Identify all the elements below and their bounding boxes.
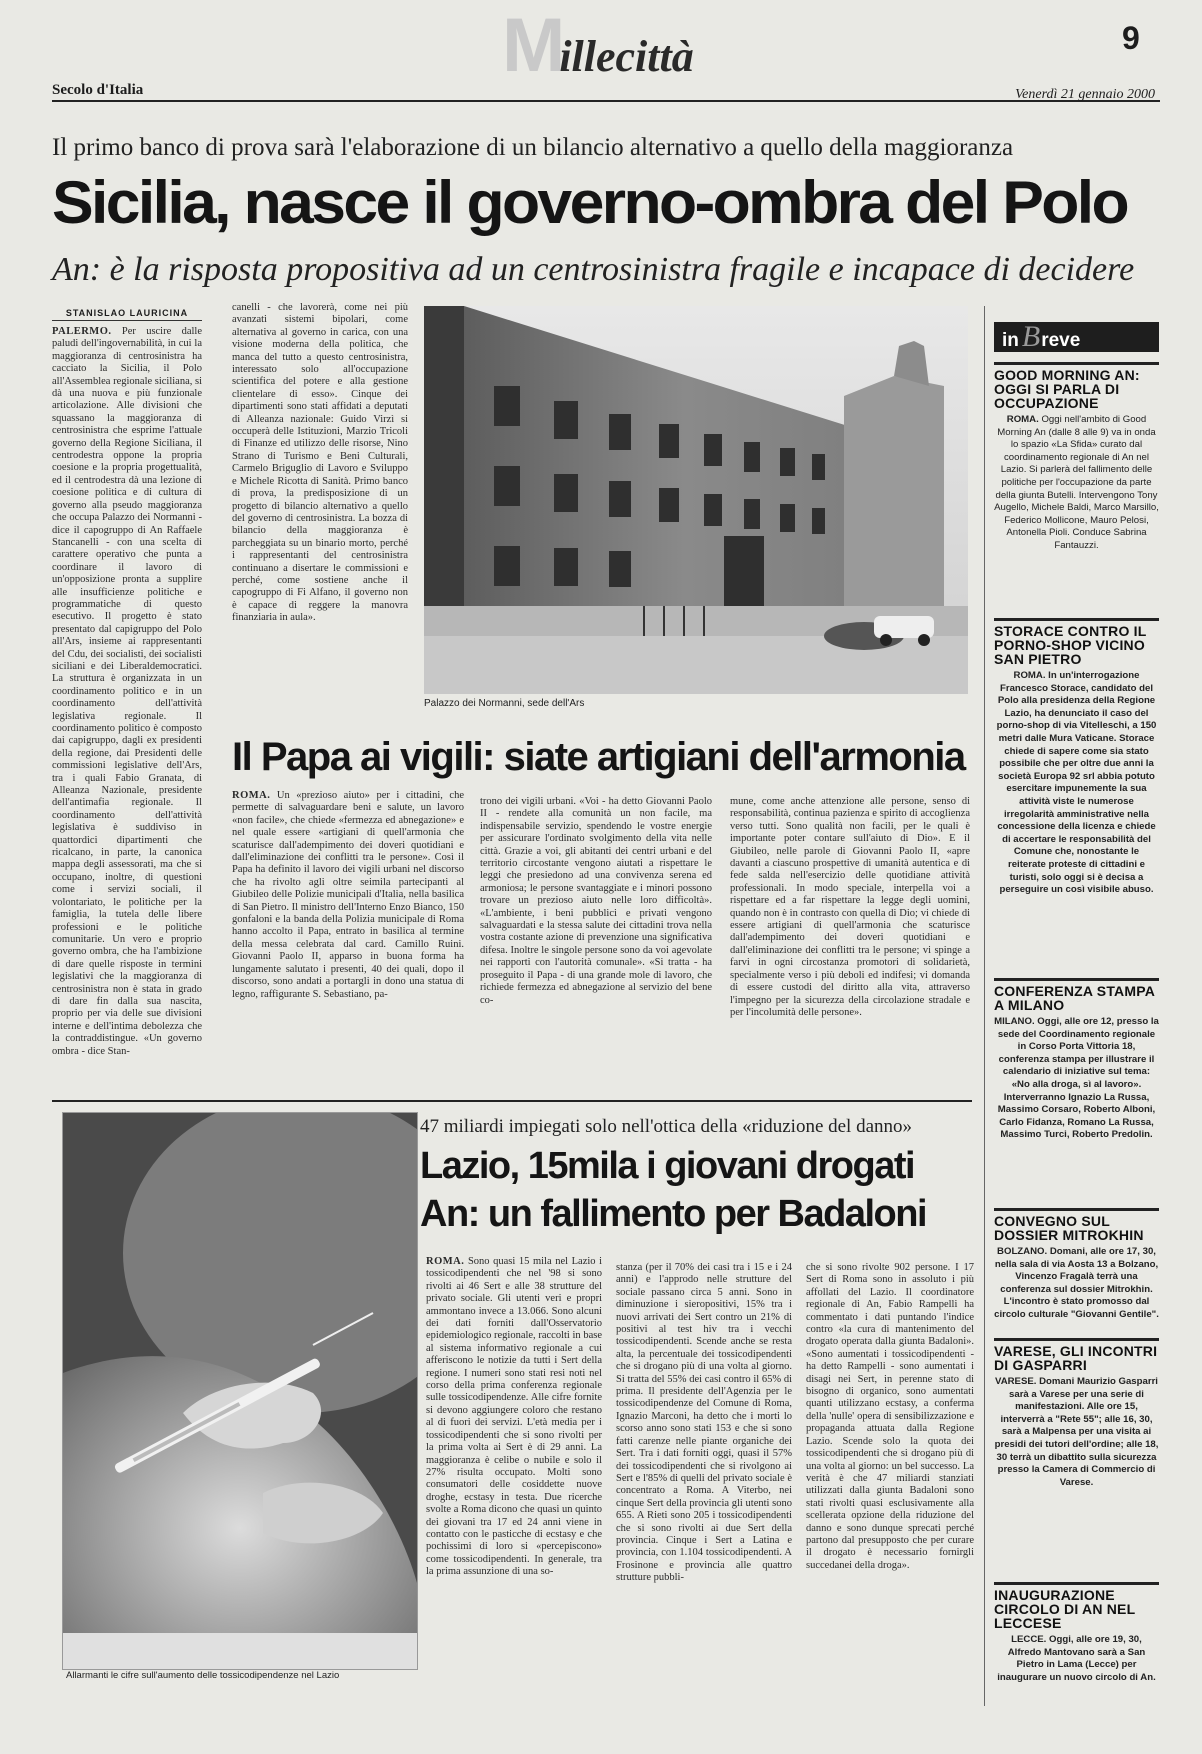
brief-body [994, 414, 1159, 553]
papa-headline: Il Papa ai vigili: siate artigiani dell'armonia [232, 735, 965, 779]
brief-body [994, 670, 1159, 897]
page-number: 9 [1122, 20, 1140, 56]
papa-column-2: trono dei vigili urbani. «Voi - ha detto Giovanni Paolo II - rendete alla comunità un non facile, ma indispensabile servizio, spendendo le vostre energie per assicurare l'ordinato svolgimento della vita nelle città. Grazie a voi, gli abitanti dei centri urbani e del territorio circostante vengono aiutati a rispettare le leggi che presiedono ad una convivenza serena ed armoniosa; le persone svantaggiate e i minori possono trovare un prezioso aiuto nelle loro difficoltà». «L'ambiente, i beni pubblici e privati vengono salvaguardati e la stessa salute dei cittadini trova nella vostra costante azione di prevenzione una significativa difesa. Inoltre le singole persone sono da voi agevolate nei rapporti con l'autorità comunale». «Si tratta - ha proseguito il Papa - di una grande mole di lavoro, che richiede fermezza ed abnegazione al servizio del bene co- [480, 796, 712, 1006]
brief-city: ROMA. [1006, 414, 1039, 425]
lead-kicker: Il primo banco di prova sarà l'elaborazione di un bilancio alternativo a quello della maggioranza [52, 134, 1014, 161]
brief-2 [994, 618, 1159, 897]
lazio-column-1 [426, 1256, 602, 1692]
lazio-headline-2: An: un fallimento per Badaloni [420, 1193, 927, 1235]
brief-text: In un'interrogazione Francesco Storace, candidato del Polo alla presidenza della Regione Lazio, ha denunciato il caso del porno-shop di via Vitelleschi, a 150 metri dalle Mura Vaticane. Storace chiede di sapere come sia stato possibile che per oltre due anni la società Europa 92 srl abbia potuto esercitare impunemente la sua attività viste le numerose irregolarità amministrative nella concessione della licenza e chiede di accertare le responsabilità del Comune che, nonostante le reiterate proteste di cittadini e turisti, solo oggi si è decisa a perseguire un così visibile abuso. [996, 670, 1157, 896]
lead-subhead: An: è la risposta propositiva ad un centrosinistra fragile e incapace di decidere [52, 251, 1135, 288]
sidebar-title [994, 322, 1159, 352]
brief-city: ROMA. [1013, 670, 1046, 681]
lazio-column-2: stanza (per il 70% dei casi tra i 15 e i 24 anni) e l'approdo nelle strutture del sociale passano circa 5 anni. Sono in diminuzione i sieropositivi, 15% tra i nuovi arrivati dei Sert contro un 21% di positivi al test hiv tra i vecchi tossicodipendenti. Scende anche se resta alta, la percentuale dei tossicodipendenti che si drogano più di una volta al giorno. Si tratta del 55% dei casi contro il 65% di prima. Il presidente dell'Agenzia per le tossicodipendenze del Comune di Roma, Ignazio Marconi, ha detto che i morti lo scorso anno sono stati 153 e che si sono fatti carenze nelle piante organiche dei Sert. Tra i dati forniti oggi, quasi il 57% dei tossicodipendenti che si rivolgono ai Sert e l'85% di quelli del privato sociale è concentrato a Roma. A Viterbo, nei cinque Sert della provincia gli utenti sono 655. A Rieti sono 205 i tossicodipendenti che si sono rivolti ai due Sert della provincia. Cinque i Sert a Latina e provincia, con 1.104 tossicodipendenti. A Frosinone e provincia alle quattro strutture pubbli- [616, 1262, 792, 1584]
brief-title: VARESE, GLI INCONTRI DI GASPARRI [994, 1343, 1158, 1373]
brief-6 [994, 1582, 1159, 1684]
papa-text-1: Un «prezioso aiuto» per i cittadini, che permette di salvaguardare beni e salute, un lavoro «non facile», che chiede «fermezza ed abnegazione» e nel quale essere «artigiani di quell'armonia che scaturisce dall'adempimento dei doveri quotidiani e dall'eliminazione dei conflitti tra le persone». Così il Papa ha definito il lavoro dei vigili urbani nel discorso che ha rivolto agli oltre seimila partecipanti al Giubileo delle Polizie municipali d'Italia, nella basilica di San Pietro. Il ministro dell'Interno Enzo Bianco, 150 gonfaloni e la banda della Polizia municipale di Roma hanno accolto il Papa, entrato in basilica al termine della messa celebrata dal card. Camillo Ruini. Giovanni Paolo II, apparso in buona forma ha lungamente salutato i presenti, 40 dei quali, dopo il discorso, sono andati a portargli in dono una statua di legno, raffigurante S. Sebastiano, pa- [232, 790, 464, 1000]
palazzo-caption: Palazzo dei Normanni, sede dell'Ars [424, 698, 585, 709]
brief-1 [994, 362, 1159, 553]
brief-city: MILANO. [994, 1016, 1035, 1027]
palazzo-image [424, 306, 968, 694]
sidebar-title-b: B [1021, 320, 1041, 353]
section-name: illecittà [559, 32, 694, 81]
syringe-image [63, 1113, 417, 1669]
sidebar-divider [984, 306, 985, 1706]
section-initial: M [502, 3, 566, 88]
paper-name: Secolo d'Italia [52, 82, 144, 98]
brief-title: GOOD MORNING AN: OGGI SI PARLA DI OCCUPAZIONE [994, 367, 1140, 411]
lead-dateline: PALERMO. [52, 326, 112, 337]
papa-column-3: mune, come anche attenzione alle persone, senso di responsabilità, continua pazienza e spirito di accoglienza verso tutti. Sono qualità non facili, per le quali è importante poter contare sull'aiuto di Dio». E il Giubileo, nelle parole di Giovanni Paolo II, «apre davanti a ciascuno prospettive di umanità autentica e di fede salda nell'esercizio delle quotidiane attività professionali. In modo speciale, interpella voi a rispettare ed a far rispettare la legge degli uomini, quando non è in contrasto con quella di Dio; vi chiede di essere artigiani di quell'armonia che scaturisce dall'adempimento dei doveri quotidiani e dall'eliminazione dei conflitti tra le persone; vi spinge a farvi in ogni circostanza promotori di solidarietà, specialmente verso i più deboli ed indifesi; vi domanda di essere custodi del diritto alla vita, attraverso l'impegno per la sicurezza della circolazione stradale e per l'incolumità delle persone». [730, 796, 970, 1018]
papa-dateline: ROMA. [232, 790, 271, 801]
lazio-column-3: che si sono rivolte 902 persone. I 17 Sert di Roma sono in assoluto i più affollati del Lazio. Il coordinatore regionale di An, Fabio Rampelli ha commentato i dati puntando l'indice contro «la cura di mantenimento del drogato operata dalla giunta Badaloni». «Sono aumentati i tossicodipendenti - ha detto Rampelli - sono aumentati i disagi nei Sert, in perenne stato di bisogno di organico, sono aumentati quanti utilizzano ecstasy, a conferma della 'nulle' opera di sensibilizzazione e propaganda attuata dalla Regione Lazio. Scende solo la quota dei tossicodipendenti che si drogano più di una volta al giorno: un bel successo. La verità è che 47 miliardi stanziati utilizzati dalla giunta Badaloni sono stati rivolti quasi esclusivamente alla scellerata opzione della riduzione del danno e sono dunque sprecati perché partono dal presupposto che per curare il drogato è necessario fornirgli succedanei della droga». [806, 1262, 974, 1571]
brief-title: CONVEGNO SUL DOSSIER MITROKHIN [994, 1213, 1144, 1243]
brief-text: Domani, alle ore 17, 30, nella sala di via Aosta 13 a Bolzano, Vincenzo Fragalà terrà una conferenza sul dossier Mitrokhin. L'incontro è stato promosso dal circolo culturale "Giovanni Gentile". [994, 1246, 1159, 1320]
brief-rule [994, 978, 1159, 981]
brief-city: VARESE. [995, 1376, 1037, 1387]
section-logo [502, 3, 694, 88]
lazio-kicker: 47 miliardi impiegati solo nell'ottica della «riduzione del danno» [420, 1116, 913, 1137]
brief-text: Oggi, alle ore 12, presso la sede del Coordinamento regionale in Corso Porta Vittoria 18, conferenza stampa per illustrare il calendario di iniziative sul tema: «No alla droga, sì al lavoro». Interverranno Ignazio La Russa, Massimo Corsaro, Roberto Alboni, Carlo Fidanza, Romano La Russa, Massimo Turci, Roberto Predolin. [997, 1016, 1159, 1141]
brief-4 [994, 1208, 1159, 1322]
issue-date: Venerdì 21 gennaio 2000 [1015, 87, 1155, 102]
brief-text: Domani Maurizio Gasparri sarà a Varese per una serie di manifestazioni. Alle ore 15, interverrà a "Rete 55"; alle 16, 30, sarà a Malpensa per una visita ai presidi dei tutori dell'ordine; alle 18, 30 terrà un dibattito sulla sicurezza presso la Camera di Commercio di Varese. [994, 1376, 1159, 1488]
brief-rule [994, 1208, 1159, 1211]
brief-rule [994, 1338, 1159, 1341]
lead-column-2: canelli - che lavorerà, come nei più avanzati sistemi bipolari, come alternativa al governo in carica, con una visione moderna della politica, che manca del tutto a questo centrosinistra, interessato solo all'occupazione scientifica del potere e alla gestione clientelare di esso». Cinque dei dipartimenti sono stati affidati a deputati di Alleanza nazionale: Guido Virzì si occuperà delle Istituzioni, Marzio Tricoli di Finanze ed utilizzo delle risorse, Nino Strano di Turismo e Beni Culturali, Carmelo Briguglio di Lavoro e Sviluppo e Michele Ricotta di Sanità. Primo banco di prova, la predisposizione di un progetto di bilancio alternativo a quello del governo di centrosinistra. La bozza di bilancio della maggioranza è parcheggiata su un binario morto, perché i rappresentanti del centrosinistra continuano a disertare le commissioni e perché, come sostiene anche il capogruppo di Fi Alfano, il governo non è capace di reggere la manovra finanziaria in aula». [232, 302, 408, 624]
brief-title: INAUGURAZIONE CIRCOLO DI AN NEL LECCESE [994, 1587, 1136, 1631]
brief-body [994, 1634, 1159, 1684]
brief-title: CONFERENZA STAMPA A MILANO [994, 983, 1155, 1013]
masthead [0, 0, 1202, 120]
brief-city: LECCE. [1011, 1634, 1047, 1645]
brief-body [994, 1376, 1159, 1489]
brief-title: STORACE CONTRO IL PORNO-SHOP VICINO SAN PIETRO [994, 623, 1147, 667]
papa-column-1 [232, 790, 464, 1088]
sidebar-title-in: in [1002, 330, 1019, 351]
section-divider [52, 1100, 972, 1102]
brief-text: Oggi nell'ambito di Good Morning An (dalle 8 alle 9) va in onda lo spazio «La Sfida» curato dal coordinamento regionale di An nel Lazio. Si parlerà del fallimento delle politiche per l'occupazione da parte della giunta Butelli. Intervengono Tony Augello, Michele Baldi, Marco Marsillo, Federico Mollicone, Mauro Pelosi, Antonella Pioli. Conduce Sabrina Fantauzzi. [994, 414, 1159, 551]
brief-text: Oggi, alle ore 19, 30, Alfredo Mantovano sarà a San Pietro in Lama (Lecce) per inaugurare un nuovo circolo di An. [997, 1634, 1156, 1683]
brief-city: BOLZANO. [997, 1246, 1048, 1257]
lazio-dateline: ROMA. [426, 1256, 465, 1267]
syringe-caption: Allarmanti le cifre sull'aumento delle tossicodipendenze nel Lazio [66, 1670, 340, 1681]
brief-rule [994, 362, 1159, 365]
brief-3 [994, 978, 1159, 1142]
lead-text-1: Per uscire dalle paludi dell'ingovernabilità, in cui la maggioranza di centrosinistra ha cacciato la Sicilia, il Polo all'Assemblea regionale siciliana, si dà una nuova e più funzionale articolazione. Alle divisioni che squassano la maggioranza di centrosinistra che esprime l'attuale governo della Regione Siciliana, il centrodestra oppone la propria coesione e la propria progettualità, ed il centrodestra dà una lezione di coesione politica e di cultura di governo alla pseudo maggioranza che occupa Palazzo dei Normanni - dice il capogruppo di An Raffaele Stancanelli - con una scelta di carattere operativo che punta a coordinare il lavoro di un'opposizione pronta a supplire alle insufficienze politiche e programmatiche di questo esecutivo. Il progetto è stato presentato dal capigruppo del Polo all'Ars, insieme ai rappresentanti del Cdu, dei socialisti, dei socialisti siciliani e dei Liberaldemocratici. La struttura è organizzata in un coordinamento politico e in un coordinamento dell'attività legislativa regionale. Il coordinamento politico è composto dai capigruppo, dagli ex presidenti della regione, dai Presidenti delle commissioni legislative dell'Ars, tra i quali Fabio Granata, di Alleanza Nazionale, presidente dell'antimafia regionale. Il coordinamento dell'attività legislativa è suddiviso in quattordici dipartimenti che ricalcano, in parte, la canonica mappa degli assessorati, ma che si occupano, inoltre, di questioni come i servizi sociali, il volontariato, le politiche per la famiglia, la tutela delle libere professioni e le politiche comunitarie. Un vero e proprio governo ombra, che ha l'ambizione di dare quelle risposte in termini legislativi che la maggioranza di centrosinistra non è stata in grado di dare fin dalla sua nascita, proprio per via delle sue divisioni interne e dell'intima debolezza che la contraddistingue. «Un governo ombra - dice Stan- [52, 326, 202, 1057]
lazio-headline-1: Lazio, 15mila i giovani drogati [420, 1145, 915, 1187]
brief-5 [994, 1338, 1159, 1489]
brief-body [994, 1246, 1159, 1322]
syringe-photo [62, 1112, 418, 1670]
brief-body [994, 1016, 1159, 1142]
lead-column-1 [52, 326, 202, 1086]
palazzo-photo [424, 306, 968, 694]
lead-headline: Sicilia, nasce il governo-ombra del Polo [52, 169, 1128, 236]
brief-rule [994, 618, 1159, 621]
lazio-text-1: Sono quasi 15 mila nel Lazio i tossicodipendenti che nel '98 si sono rivolti ai 46 Sert e alle 38 strutture del privato sociale. Gli utenti veri e propri ammontano invece a 13.066. Sono alcuni dei dati forniti dall'Osservatorio epidemiologico regionale, raccolti in base al sistema informativo regionale a cui afferiscono le notizie da tutti i Sert della regione. I numeri sono stati resi noti nel corso della prima conferenza regionale sulle tossicodipendenze. Alle cifre fornite si devono aggiungere coloro che restano al di fuori dei servizi. L'età media per i tossicodipendenti che si sono rivolti per la prima volta ai Sert è di 29 anni. La maggioranza è celibe o nubile e solo il 27% risulta occupato. Molti sono consumatori delle cosiddette nuove droghe, ecstasy in testa. Due ricerche svolte a Roma dicono che quasi un quinto dei giovani tra 17 ed 24 anni viene in contatto con le pasticche di ecstasy e che pochissimi di loro si «percepiscono» come tossicodipendenti. In generale, tra la prima assunzione di una so- [426, 1256, 602, 1578]
brief-rule [994, 1582, 1159, 1585]
byline: STANISLAO LAURICINA [52, 308, 202, 321]
sidebar-title-rest: reve [1041, 330, 1081, 351]
